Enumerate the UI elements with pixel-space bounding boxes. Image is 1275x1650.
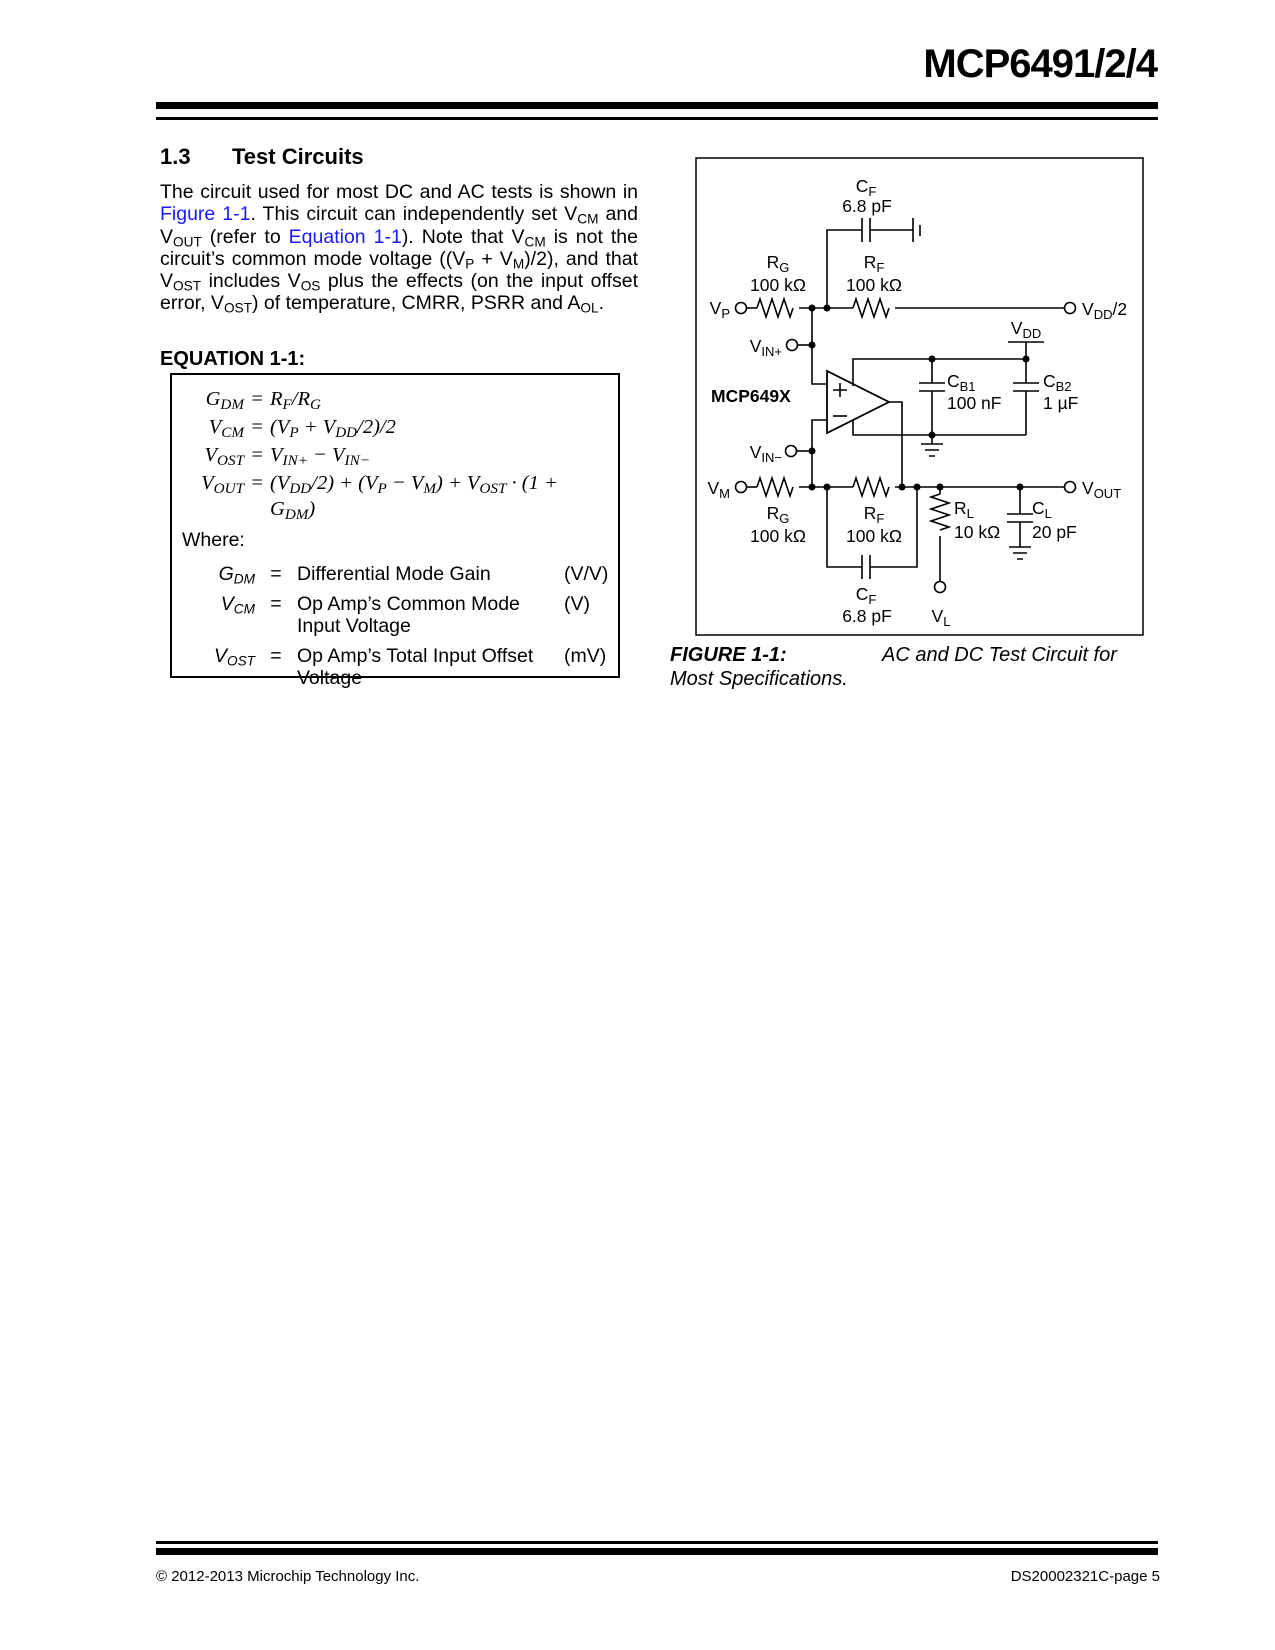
text-run: (V	[270, 416, 290, 438]
text-run: OST	[479, 479, 507, 497]
where-unit: (V)	[564, 593, 590, 615]
equation-lhs	[182, 414, 244, 440]
figure-caption	[670, 644, 1150, 691]
text-run: DD	[289, 479, 312, 497]
where-symbol	[182, 593, 255, 637]
where-unit: (V/V)	[564, 563, 609, 585]
cb1-value: 100 nF	[947, 393, 1002, 413]
section-title: Test Circuits	[232, 144, 364, 169]
text-run: DM	[233, 571, 255, 587]
opamp-symbol	[827, 371, 889, 433]
text-run: ). Note that V	[401, 225, 525, 248]
text-run: + V	[474, 247, 513, 270]
vp-terminal	[736, 303, 747, 314]
text-run: G	[205, 388, 221, 410]
equals-sign: =	[250, 444, 264, 466]
text-run: )	[308, 498, 316, 520]
figure-caption-text: AC and DC Test Circuit for Most Specifications.	[670, 644, 1117, 690]
text-run: V	[213, 645, 227, 667]
text-run: R	[270, 388, 283, 410]
vm-terminal	[736, 482, 747, 493]
cf-bottom-label: $C_F$	[855, 584, 877, 607]
text-run: OST	[173, 278, 202, 294]
where-description	[297, 645, 564, 689]
cb2-label: $C_{B2}$	[1043, 371, 1072, 394]
vin-minus-terminal	[786, 446, 797, 457]
footer-doc-number: DS20002321C-page 5	[1010, 1568, 1160, 1585]
where-description	[297, 563, 564, 585]
where-description-line1: Differential Mode Gain	[297, 563, 491, 585]
text-run: .	[598, 292, 604, 315]
equals-sign: =	[250, 388, 264, 410]
cb2-value: 1 µF	[1043, 393, 1079, 413]
cb1-label: $C_{B1}$	[947, 371, 976, 394]
equation-lhs	[182, 442, 244, 468]
cf-top-label: $C_F$	[855, 176, 877, 199]
equation-rhs	[270, 386, 608, 412]
vdd-label: $V_{DD}$	[1010, 318, 1042, 341]
body-paragraph	[160, 181, 638, 315]
vout-terminal	[1065, 482, 1076, 493]
vin-minus-label: $V_{IN-}$	[749, 442, 782, 465]
opamp-part-label: MCP649X	[711, 386, 791, 406]
equation-line-vcm	[182, 414, 608, 440]
rl-label: $R_L$	[954, 498, 974, 521]
rg-bottom-label: $R_G$	[766, 503, 790, 526]
text-run: DM	[284, 505, 309, 523]
text-run: M	[512, 256, 525, 272]
vout-label: $V_{OUT}$	[1082, 478, 1122, 501]
equals-sign: =	[250, 472, 264, 494]
where-description-line2: Voltage	[297, 667, 363, 689]
text-run: · (1 + G	[270, 472, 558, 520]
text-run: ) + V	[436, 472, 480, 494]
where-description-line1: Op Amp’s Common Mode	[297, 593, 520, 615]
text-run: CM	[233, 601, 255, 617]
plus-input-icon	[833, 383, 847, 397]
vl-terminal	[935, 582, 946, 593]
text-run: /2) + (V	[311, 472, 378, 494]
text-run: G	[218, 563, 234, 585]
text-run: OUT	[173, 234, 202, 249]
rg-top-label: $R_G$	[766, 252, 790, 275]
ground-cl	[1009, 547, 1031, 559]
section-number: 1.3	[160, 144, 191, 169]
equals-sign: =	[270, 563, 282, 585]
resistor-rg-bottom	[757, 478, 793, 496]
text-run: − V	[307, 444, 345, 466]
cf-top-termination	[913, 218, 920, 242]
cf-top-value: 6.8 pF	[842, 196, 892, 216]
text-run: OS	[300, 278, 321, 294]
capacitor-cb2	[1013, 359, 1039, 435]
text-run: CM	[524, 234, 546, 249]
text-run: IN−	[344, 451, 370, 469]
resistor-rg-top	[757, 299, 793, 317]
text-run: OUT	[213, 479, 244, 497]
equals-sign: =	[270, 645, 282, 667]
text-run: plus the effects (on the input offset error, V	[160, 270, 639, 315]
where-label: Where:	[182, 529, 245, 551]
text-run: OL	[580, 300, 599, 316]
text-run: OST	[223, 300, 252, 316]
rg-bottom-value: 100 kΩ	[750, 526, 806, 546]
text-run: (refer to	[201, 225, 289, 248]
text-run: F	[282, 395, 292, 413]
footer-copyright: © 2012-2013 Microchip Technology Inc.	[156, 1568, 420, 1585]
where-description-line2: Input Voltage	[297, 615, 411, 637]
text-run: ) of temperature, CMRR, PSRR and A	[251, 292, 581, 315]
resistor-rf-bottom	[853, 478, 889, 496]
vm-label: $V_M$	[707, 478, 730, 501]
text-run: . This circuit can independently set V	[250, 203, 578, 226]
resistor-rl	[931, 494, 949, 530]
where-row-vcm	[182, 593, 608, 637]
inline-link[interactable]: Figure 1-1	[160, 203, 251, 226]
rl-value: 10 kΩ	[954, 522, 1001, 542]
vin-plus-label: $V_{IN+}$	[749, 336, 782, 359]
equation-lhs	[182, 470, 244, 522]
equation-line-vost	[182, 442, 608, 468]
rf-top-value: 100 kΩ	[846, 275, 902, 295]
rf-top-label: $R_F$	[863, 252, 885, 275]
text-run: − V	[386, 472, 424, 494]
page-title: MCP6491/2/4	[923, 42, 1157, 86]
text-run: P	[465, 256, 475, 272]
text-run: /R	[291, 388, 311, 410]
vin-plus-terminal	[787, 340, 798, 351]
text-run: (V	[270, 472, 290, 494]
text-run: is not the circuit’s common mode voltage ((V	[160, 225, 638, 270]
text-run: OST	[217, 451, 244, 469]
resistor-rf-top	[853, 299, 889, 317]
text-run: )/2), and that V	[160, 247, 638, 293]
capacitor-cl	[1007, 487, 1033, 547]
text-run: V	[220, 593, 234, 615]
text-run: /2)/2	[357, 416, 396, 438]
text-run: V	[204, 444, 218, 466]
text-run: V	[270, 444, 283, 466]
rf-bottom-value: 100 kΩ	[846, 526, 902, 546]
equals-sign: =	[270, 593, 282, 615]
vdd2-label: $V_{DD}/2$	[1082, 299, 1128, 322]
inline-link[interactable]: Equation 1-1	[288, 225, 402, 248]
equation-rhs	[270, 414, 608, 440]
equation-heading: EQUATION 1-1:	[160, 348, 306, 370]
equals-sign: =	[250, 416, 264, 438]
rf-bottom-label: $R_F$	[863, 503, 885, 526]
capacitor-cf-bottom	[862, 555, 870, 579]
text-run: and V	[160, 203, 639, 248]
text-run: M	[423, 479, 436, 497]
text-run: V	[201, 472, 214, 494]
text-run: P	[289, 423, 299, 441]
text-run: G	[310, 395, 321, 413]
footer-rule-thick	[156, 1548, 1158, 1555]
text-run: V	[208, 416, 222, 438]
rg-top-value: 100 kΩ	[750, 275, 806, 295]
test-circuit-figure	[655, 148, 1155, 648]
text-run: The circuit used for most DC and AC tests is shown in	[160, 181, 638, 203]
text-run: DM	[220, 395, 244, 413]
cl-value: 20 pF	[1032, 522, 1077, 542]
equation-line-gdm	[182, 386, 608, 412]
terminals	[736, 303, 1079, 593]
vdd2-terminal	[1065, 303, 1076, 314]
header-rule-thick	[156, 102, 1158, 109]
vl-label: $V_L$	[931, 606, 951, 629]
equation-line-vout	[182, 470, 608, 522]
capacitor-cb1	[919, 359, 945, 435]
cf-bottom-value: 6.8 pF	[842, 606, 892, 626]
header-rule-thin	[156, 117, 1158, 120]
text-run: CM	[577, 211, 599, 227]
where-description-line1: Op Amp’s Total Input Offset	[297, 645, 534, 667]
cl-label: $C_L$	[1032, 498, 1052, 521]
capacitor-cf-top	[862, 218, 870, 242]
equation-box	[170, 373, 620, 689]
where-description	[297, 593, 564, 637]
text-run: CM	[221, 423, 244, 441]
where-symbol	[182, 563, 255, 585]
text-run: DD	[335, 423, 358, 441]
text-run: includes V	[201, 270, 301, 293]
where-symbol	[182, 645, 255, 689]
text-run: OST	[226, 653, 255, 669]
figure-caption-label: FIGURE 1-1:	[670, 644, 787, 666]
footer-rule-thin	[156, 1541, 1158, 1544]
opamp-triangle	[827, 371, 889, 433]
where-row-gdm	[182, 563, 608, 585]
text-run: P	[377, 479, 387, 497]
vp-label: $V_P$	[709, 298, 730, 321]
where-unit: (mV)	[564, 645, 607, 667]
equation-rhs	[270, 470, 608, 522]
text-run: + V	[298, 416, 336, 438]
text-run: IN+	[282, 451, 308, 469]
equation-rhs	[270, 442, 608, 468]
equation-lhs	[182, 386, 244, 412]
section-heading	[160, 144, 364, 170]
where-row-vost	[182, 645, 608, 689]
